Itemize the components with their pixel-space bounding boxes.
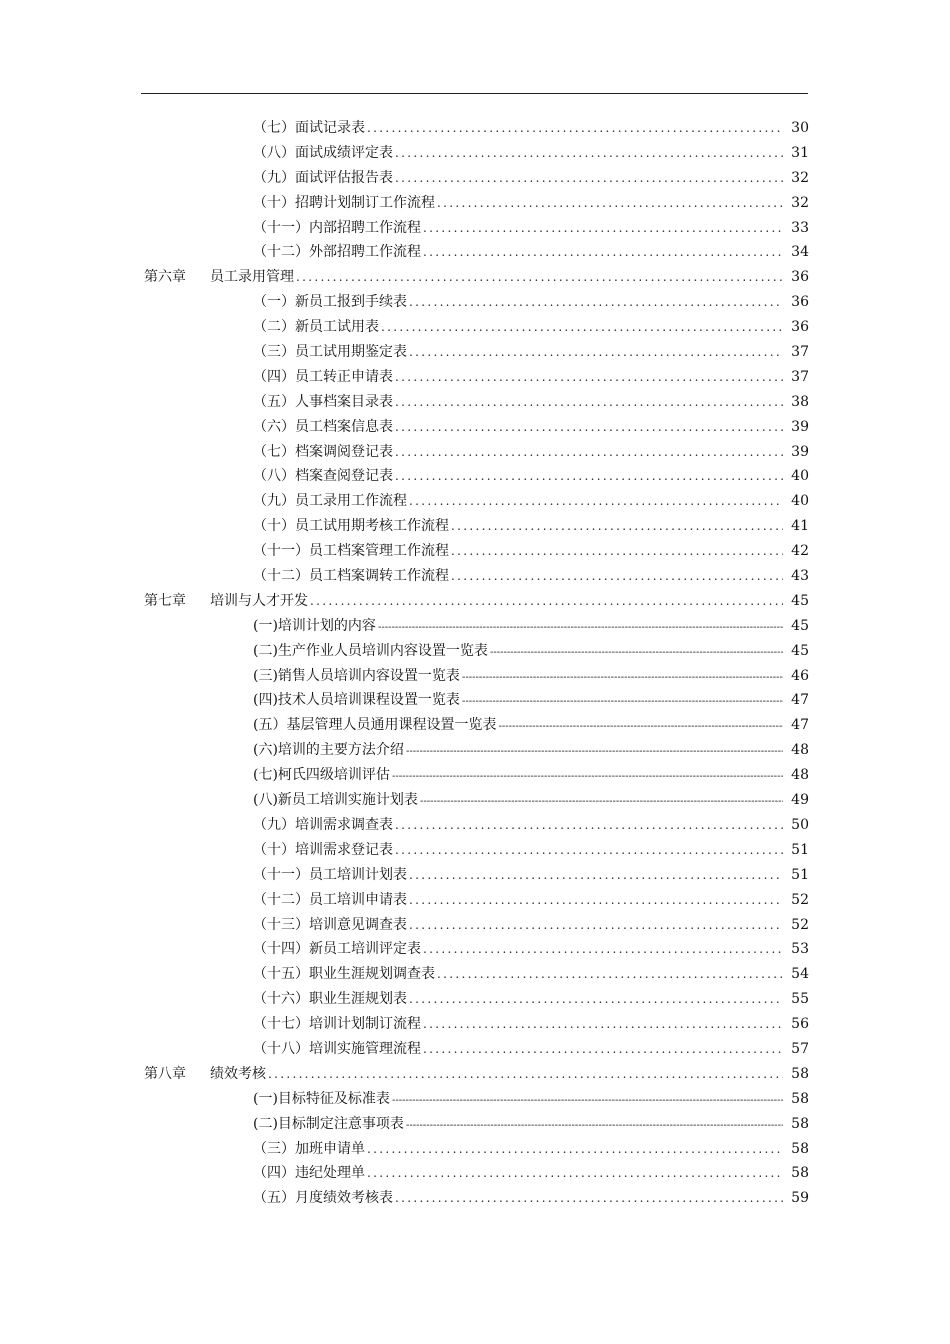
dot-leader (395, 415, 783, 440)
page-number: 37 (791, 344, 809, 361)
toc-entry-title: （五）人事档案目录表 (253, 393, 393, 410)
toc-entry[interactable] (0, 838, 950, 863)
toc-entry[interactable] (0, 987, 950, 1012)
toc-entry-title: (八)新员工培训实施计划表 (253, 792, 418, 809)
dot-leader (395, 813, 783, 838)
page-number: 57 (791, 1040, 809, 1057)
dot-leader (409, 340, 783, 365)
dot-leader (367, 1137, 783, 1162)
toc-entry[interactable] (0, 440, 950, 465)
toc-entry-title: （五）月度绩效考核表 (253, 1190, 393, 1207)
dot-leader (395, 1186, 783, 1211)
page-number: 48 (791, 767, 809, 784)
chapter-title: 员工录用管理 (210, 269, 294, 286)
dot-leader (437, 962, 783, 987)
toc-entry-title: （八）面试成绩评定表 (253, 144, 393, 161)
toc-entry-title: （一）新员工报到手续表 (253, 294, 407, 311)
dot-leader (392, 1089, 783, 1114)
dot-leader (420, 790, 783, 815)
dot-leader (378, 616, 783, 641)
toc-entry-title: （二）新员工试用表 (253, 319, 379, 336)
toc-entry[interactable] (0, 738, 950, 763)
toc-entry-title: (五）基层管理人员通用课程设置一览表 (253, 717, 497, 734)
page-number: 39 (791, 418, 809, 435)
dot-leader (437, 191, 783, 216)
dot-leader (462, 690, 783, 715)
toc-entry-title: (六)培训的主要方法介绍 (253, 742, 404, 759)
toc-entry[interactable] (0, 888, 950, 913)
toc-entry-title: （四）员工转正申请表 (253, 368, 393, 385)
toc-chapter-entry[interactable] (0, 589, 950, 614)
page-number: 48 (791, 742, 809, 759)
toc-entry-title: （十一）员工培训计划表 (253, 866, 407, 883)
toc-entry[interactable] (0, 1137, 950, 1162)
toc-entry-title: (一)目标特征及标准表 (253, 1090, 390, 1107)
chapter-title: 绩效考核 (210, 1065, 266, 1082)
toc-entry-title: （九）面试评估报告表 (253, 169, 393, 186)
dot-leader (409, 913, 783, 938)
page-number: 43 (791, 568, 809, 585)
toc-entry-title: （八）档案查阅登记表 (253, 468, 393, 485)
toc-entry-title: （三）员工试用期鉴定表 (253, 344, 407, 361)
page-number: 42 (791, 543, 809, 560)
page-number: 58 (791, 1115, 809, 1132)
chapter-title: 培训与人才开发 (210, 592, 308, 609)
toc-entry-title: （十）员工试用期考核工作流程 (253, 518, 449, 535)
toc-entry-title: （七）面试记录表 (253, 120, 365, 136)
toc-entry-title: （十七）培训计划制订流程 (253, 1016, 421, 1033)
dot-leader (423, 240, 783, 265)
toc-entry-title: （十）招聘计划制订工作流程 (253, 194, 435, 211)
page-number: 58 (791, 1090, 809, 1107)
page-number: 51 (791, 841, 809, 858)
toc-entry[interactable] (0, 863, 950, 888)
toc-entry[interactable] (0, 763, 950, 788)
toc-entry[interactable] (0, 290, 950, 315)
toc-entry[interactable] (0, 962, 950, 987)
page-number: 34 (791, 244, 809, 261)
toc-entry[interactable] (0, 564, 950, 589)
toc-entry[interactable] (0, 1186, 950, 1211)
dot-leader (395, 390, 783, 415)
page-number: 33 (791, 219, 809, 236)
toc-entry[interactable] (0, 464, 950, 489)
toc-entry[interactable] (0, 240, 950, 265)
page-number: 32 (791, 194, 809, 211)
page-number: 31 (791, 144, 809, 161)
dot-leader (310, 589, 783, 614)
page-number: 49 (791, 792, 809, 809)
page-number: 50 (791, 816, 809, 833)
dot-leader (367, 1161, 783, 1186)
toc-entry-title: （十三）培训意见调查表 (253, 916, 407, 933)
toc-entry-title: (二)目标制定注意事项表 (253, 1115, 404, 1132)
toc-entry-title: （十一）内部招聘工作流程 (253, 219, 421, 236)
toc-entry[interactable] (0, 141, 950, 166)
page-number: 59 (791, 1190, 809, 1207)
toc-entry-title: (二)生产作业人员培训内容设置一览表 (253, 642, 488, 659)
toc-entry-title: （九）员工录用工作流程 (253, 493, 407, 510)
dot-leader (296, 265, 783, 290)
toc-entry[interactable] (0, 1087, 950, 1112)
toc-entry-title: （七）档案调阅登记表 (253, 443, 393, 460)
page-number: 56 (791, 1016, 809, 1033)
toc-entry-title: （十一）员工档案管理工作流程 (253, 543, 449, 560)
page-number: 45 (791, 642, 809, 659)
dot-leader (381, 315, 783, 340)
toc-entry[interactable] (0, 489, 950, 514)
dot-leader (423, 1012, 783, 1037)
toc-entry-title: （十）培训需求登记表 (253, 841, 393, 858)
dot-leader (395, 365, 783, 390)
toc-entry[interactable] (0, 390, 950, 415)
chapter-number: 第七章 (144, 592, 186, 609)
page-number: 41 (791, 518, 809, 535)
dot-leader (490, 641, 783, 666)
dot-leader (268, 1062, 783, 1087)
page-number: 47 (791, 717, 809, 734)
toc-entry-title: （十二）员工培训申请表 (253, 891, 407, 908)
toc-entry[interactable] (0, 191, 950, 216)
toc-entry[interactable] (0, 340, 950, 365)
page-number: 52 (791, 891, 809, 908)
page-number: 45 (791, 592, 809, 609)
toc-entry[interactable] (0, 1012, 950, 1037)
toc-entry-title: (七)柯氏四级培训评估 (253, 767, 390, 784)
dot-leader (395, 440, 783, 465)
toc-entry[interactable] (0, 788, 950, 813)
dot-leader (395, 141, 783, 166)
toc-entry-title (144, 1062, 266, 1087)
toc-entry-title: （九）培训需求调查表 (253, 816, 393, 833)
dot-leader (423, 937, 783, 962)
page-number: 36 (791, 319, 809, 336)
toc-entry-title: （十八）培训实施管理流程 (253, 1040, 421, 1057)
toc-entry[interactable] (0, 166, 950, 191)
toc-entry[interactable] (0, 315, 950, 340)
page-number: 46 (791, 667, 809, 684)
page-number: 53 (791, 941, 809, 958)
toc-entry-title: （十二）员工档案调转工作流程 (253, 568, 449, 585)
header-rule (141, 93, 808, 94)
toc-entry-title: （六）员工档案信息表 (253, 418, 393, 435)
toc-entry[interactable] (0, 713, 950, 738)
page-number: 39 (791, 443, 809, 460)
dot-leader (395, 838, 783, 863)
toc-entry[interactable] (0, 116, 950, 141)
toc-entry[interactable] (0, 415, 950, 440)
toc-entry-title: （四）违纪处理单 (253, 1165, 365, 1182)
dot-leader (423, 216, 783, 241)
toc-entry[interactable] (0, 913, 950, 938)
toc-entry-title: (一)培训计划的内容 (253, 617, 376, 634)
dot-leader (367, 116, 783, 141)
page-number: 45 (791, 617, 809, 634)
dot-leader (462, 666, 783, 691)
toc-entry-title (144, 265, 294, 290)
toc-chapter-entry[interactable] (0, 1062, 950, 1087)
chapter-number: 第八章 (144, 1065, 186, 1082)
dot-leader (406, 740, 783, 765)
toc-entry-title: （十五）职业生涯规划调查表 (253, 966, 435, 983)
toc-entry-title: （十四）新员工培训评定表 (253, 941, 421, 958)
page-number: 36 (791, 269, 809, 286)
toc-entry-title: （十六）职业生涯规划表 (253, 991, 407, 1008)
dot-leader (409, 888, 783, 913)
dot-leader (451, 539, 783, 564)
dot-leader (409, 290, 783, 315)
toc-entry-title: (三)销售人员培训内容设置一览表 (253, 667, 460, 684)
toc-entry[interactable] (0, 614, 950, 639)
dot-leader (409, 863, 783, 888)
page-number: 37 (791, 368, 809, 385)
chapter-number: 第六章 (144, 269, 186, 286)
toc-entry-title: (四)技术人员培训课程设置一览表 (253, 692, 460, 709)
page-number: 40 (791, 493, 809, 510)
page-number: 54 (791, 966, 809, 983)
page-number: 40 (791, 468, 809, 485)
toc-entry-title: （三）加班申请单 (253, 1140, 365, 1157)
toc-entry[interactable] (0, 539, 950, 564)
dot-leader (406, 1114, 783, 1139)
dot-leader (395, 464, 783, 489)
toc-entry[interactable] (0, 1037, 950, 1062)
page-number: 58 (791, 1140, 809, 1157)
dot-leader (409, 489, 783, 514)
dot-leader (498, 715, 783, 740)
page-number: 38 (791, 393, 809, 410)
dot-leader (395, 166, 783, 191)
toc-entry[interactable] (0, 639, 950, 664)
page-number: 52 (791, 916, 809, 933)
page-number: 58 (791, 1065, 809, 1082)
toc-entry[interactable] (0, 937, 950, 962)
toc-entry[interactable] (0, 813, 950, 838)
toc-entry[interactable] (0, 1161, 950, 1186)
page-number: 55 (791, 991, 809, 1008)
page-number: 32 (791, 169, 809, 186)
page-number: 51 (791, 866, 809, 883)
page-number: 30 (791, 120, 809, 136)
page-number: 58 (791, 1165, 809, 1182)
toc-chapter-entry[interactable] (0, 265, 950, 290)
page-number: 36 (791, 294, 809, 311)
toc-entry-title: （十二）外部招聘工作流程 (253, 244, 421, 261)
table-of-contents (0, 116, 950, 1211)
toc-entry[interactable] (0, 514, 950, 539)
dot-leader (409, 987, 783, 1012)
dot-leader (423, 1037, 783, 1062)
toc-entry[interactable] (0, 688, 950, 713)
toc-entry[interactable] (0, 1112, 950, 1137)
dot-leader (451, 514, 783, 539)
toc-entry[interactable] (0, 365, 950, 390)
toc-entry-title (144, 589, 308, 614)
page-number: 47 (791, 692, 809, 709)
toc-entry[interactable] (0, 216, 950, 241)
toc-entry[interactable] (0, 664, 950, 689)
dot-leader (451, 564, 783, 589)
dot-leader (392, 765, 783, 790)
